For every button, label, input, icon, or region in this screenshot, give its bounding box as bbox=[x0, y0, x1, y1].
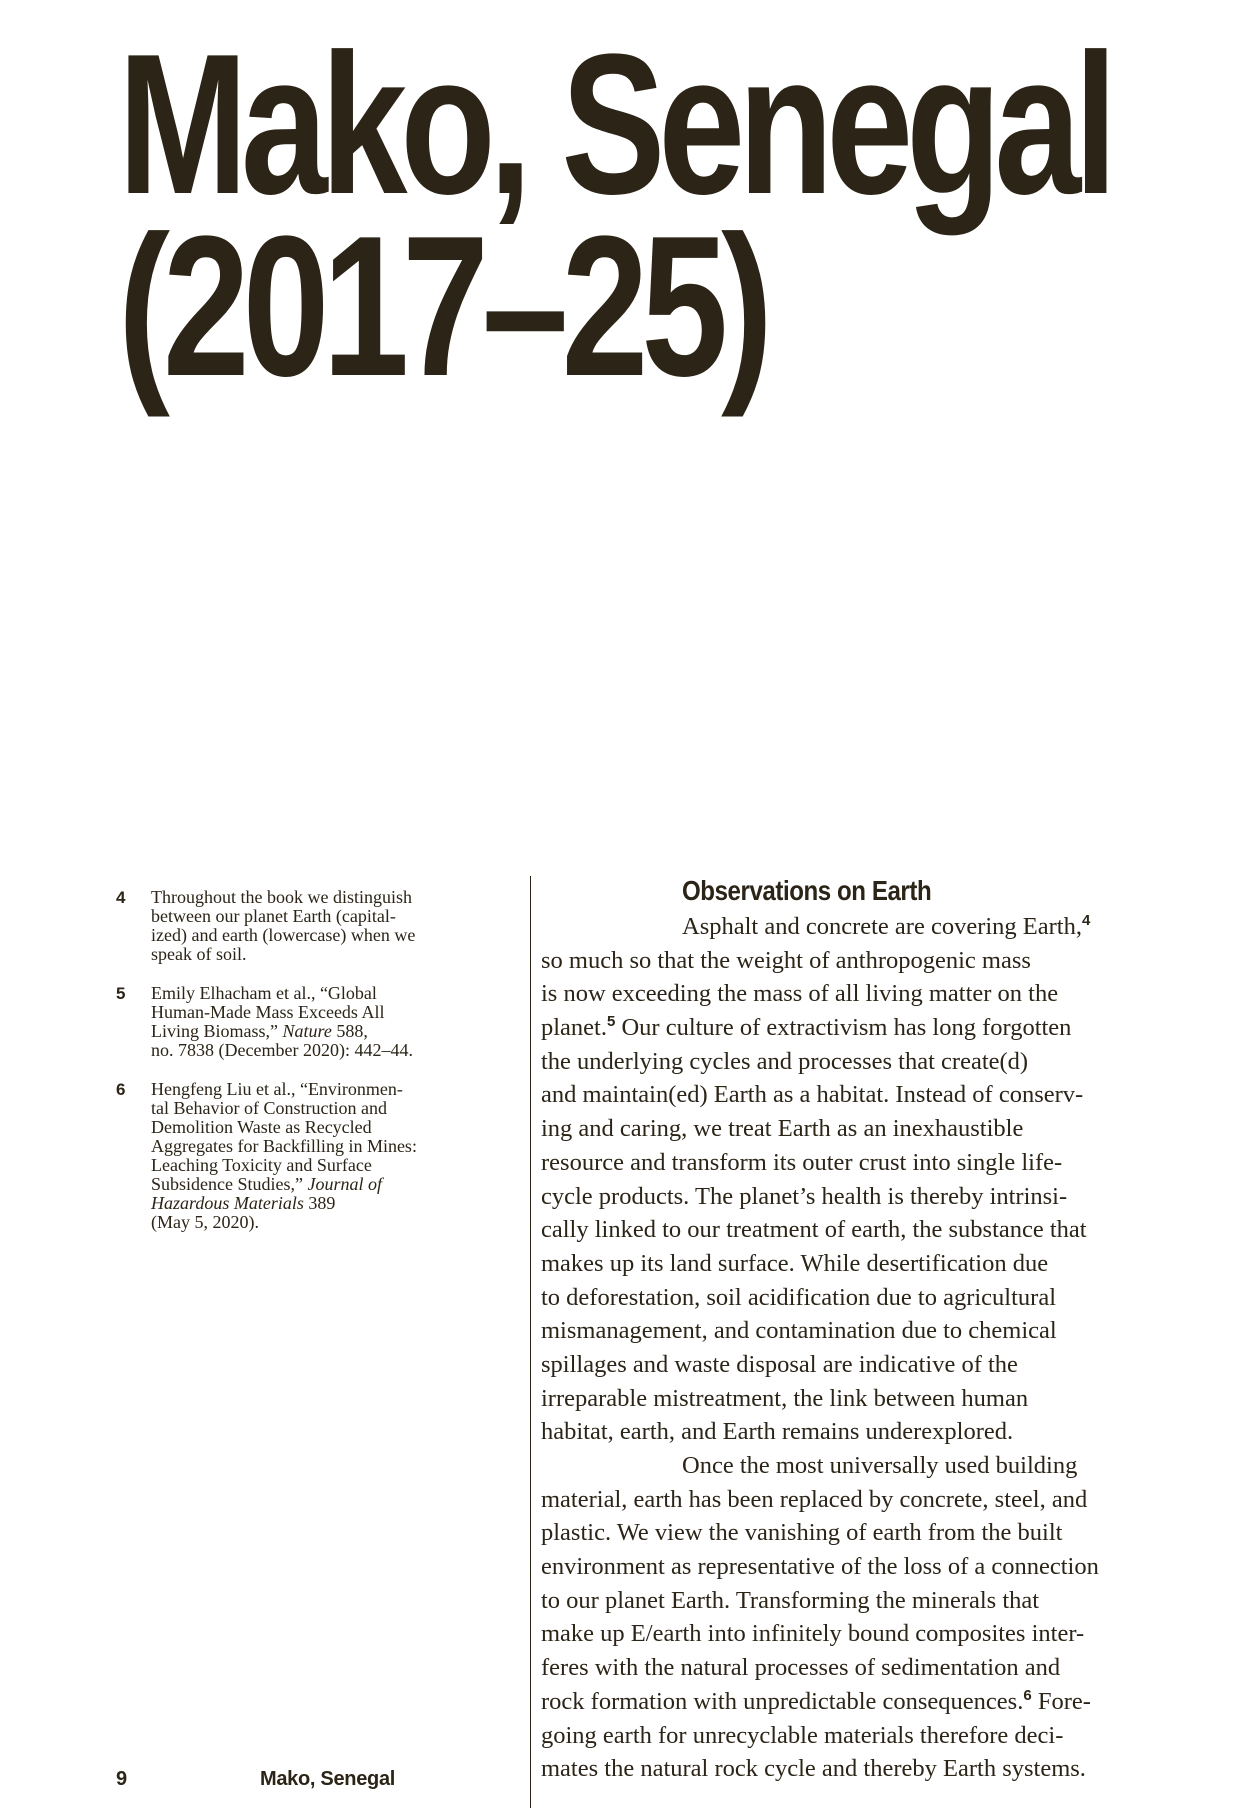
footnotes bbox=[116, 888, 496, 1252]
section-heading: Observations on Earth bbox=[682, 875, 932, 906]
text-line: ing and caring, we treat Earth as an inexhaustible bbox=[541, 1115, 1024, 1143]
text-line: cally linked to our treatment of earth, the substance that bbox=[541, 1216, 1087, 1244]
footnote-text: Subsidence Studies,” bbox=[151, 1174, 308, 1194]
footnote-line bbox=[151, 1022, 496, 1041]
text-segment: planet. bbox=[541, 1014, 607, 1042]
footnote-line: Hengfeng Liu et al., “Environmen- bbox=[151, 1079, 403, 1099]
footnote-line: (May 5, 2020). bbox=[151, 1212, 259, 1232]
text-line: material, earth has been replaced by concrete, steel, and bbox=[541, 1485, 1088, 1513]
footnote-line: Throughout the book we distinguish bbox=[151, 887, 412, 907]
text-line: environment as representative of the loss of a connection bbox=[541, 1553, 1099, 1581]
text-line: to deforestation, soil acidification due to agricultural bbox=[541, 1283, 1057, 1311]
text-line: make up E/earth into infinitely bound composites inter- bbox=[541, 1620, 1085, 1648]
footnote-text: 588, bbox=[331, 1021, 368, 1041]
footnote-line: Human-Made Mass Exceeds All bbox=[151, 1002, 385, 1022]
footnote-number: 4 bbox=[116, 888, 126, 907]
page-title bbox=[118, 13, 1111, 418]
text-line: Once the most universally used building bbox=[682, 1452, 1078, 1479]
text-line: so much so that the weight of anthropogenic mass bbox=[541, 946, 1031, 974]
text-line: resource and transform its outer crust into single life- bbox=[541, 1148, 1063, 1176]
footnote-line: ized) and earth (lowercase) when we bbox=[151, 925, 416, 945]
text-line: mismanagement, and contamination due to chemical bbox=[541, 1317, 1057, 1345]
column-divider bbox=[530, 876, 531, 1808]
text-line: to our planet Earth. Transforming the minerals that bbox=[541, 1586, 1040, 1614]
journal-title: Nature bbox=[282, 1021, 332, 1041]
text-line: and maintain(ed) Earth as a habitat. Instead of conserv- bbox=[541, 1081, 1084, 1109]
text-line: cycle products. The planet’s health is thereby intrinsi- bbox=[541, 1182, 1068, 1210]
footnote-text: Living Biomass,” bbox=[151, 1021, 283, 1041]
footnote-line: between our planet Earth (capital- bbox=[151, 906, 396, 926]
footnote-line: Demolition Waste as Recycled bbox=[151, 1117, 372, 1137]
footnote-line: speak of soil. bbox=[151, 944, 247, 964]
text-line: is now exceeding the mass of all living matter on the bbox=[541, 980, 1059, 1008]
text-line: feres with the natural processes of sedimentation and bbox=[541, 1654, 1061, 1682]
footnote-line bbox=[151, 1194, 496, 1213]
text-line: plastic. We view the vanishing of earth from the built bbox=[541, 1519, 1063, 1547]
footnote-text: 389 bbox=[303, 1193, 336, 1213]
journal-title: Journal of bbox=[307, 1174, 382, 1194]
footnote-line: tal Behavior of Construction and bbox=[151, 1098, 387, 1118]
footnote-line: Aggregates for Backfilling in Mines: bbox=[151, 1136, 417, 1156]
title-line-1: Mako, Senegal bbox=[118, 13, 1111, 236]
footnote-4 bbox=[116, 888, 496, 964]
text-segment: Our culture of extractivism has long forgotten bbox=[615, 1014, 1072, 1042]
footnote-line: no. 7838 (December 2020): 442–44. bbox=[151, 1040, 413, 1060]
text-line: habitat, earth, and Earth remains underexplored. bbox=[541, 1418, 1014, 1446]
footnote-number: 6 bbox=[116, 1080, 126, 1099]
text-line: irreparable mistreatment, the link between human bbox=[541, 1384, 1029, 1412]
footnote-line: Leaching Toxicity and Surface bbox=[151, 1155, 372, 1175]
footnote-line: Emily Elhacham et al., “Global bbox=[151, 983, 377, 1003]
text-line: going earth for unrecyclable materials therefore deci- bbox=[541, 1721, 1064, 1749]
footnote-number: 5 bbox=[116, 984, 126, 1003]
running-title: Mako, Senegal bbox=[260, 1768, 396, 1790]
text-line bbox=[541, 1685, 1221, 1719]
text-line bbox=[541, 1011, 1221, 1045]
text-line: mates the natural rock cycle and thereby Earth systems. bbox=[541, 1755, 1086, 1783]
footnote-6 bbox=[116, 1080, 496, 1232]
footnote-5 bbox=[116, 984, 496, 1060]
body-text bbox=[541, 910, 1221, 1786]
footnote-line bbox=[151, 1175, 496, 1194]
page-number: 9 bbox=[116, 1768, 128, 1790]
footnote-ref[interactable]: 6 bbox=[1023, 1686, 1032, 1704]
text-segment: rock formation with unpredictable consequences. bbox=[541, 1687, 1024, 1715]
text-line: the underlying cycles and processes that create(d) bbox=[541, 1047, 1029, 1075]
text-line: spillages and waste disposal are indicative of the bbox=[541, 1350, 1018, 1378]
text-segment: Fore- bbox=[1031, 1687, 1091, 1715]
footnote-ref[interactable]: 4 bbox=[1081, 912, 1091, 929]
journal-title: Hazardous Materials bbox=[151, 1193, 304, 1213]
title-line-2: (2017–25) bbox=[118, 195, 767, 418]
text-segment: Asphalt and concrete are covering Earth, bbox=[682, 913, 1082, 940]
footnote-ref[interactable]: 5 bbox=[607, 1013, 616, 1031]
text-line bbox=[541, 910, 1221, 944]
text-line: makes up its land surface. While desertification due bbox=[541, 1249, 1049, 1277]
